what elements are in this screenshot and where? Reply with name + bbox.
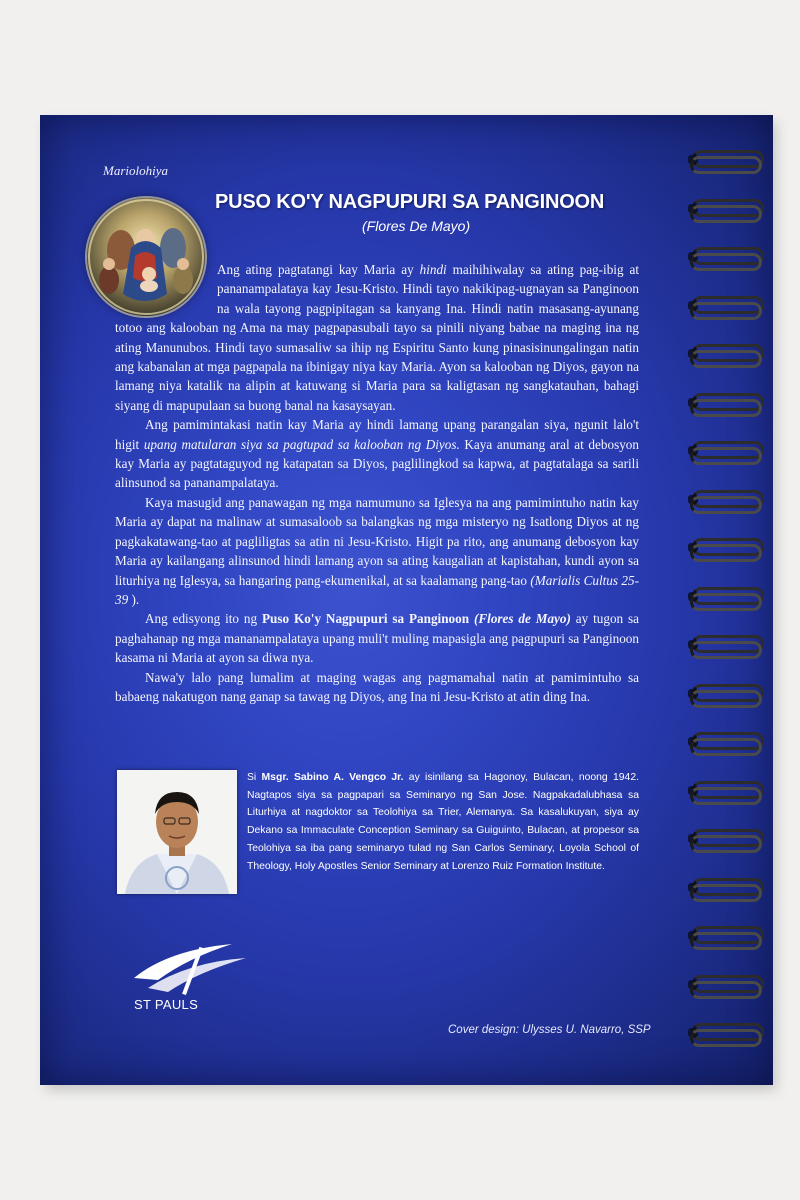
author-bio: Si Msgr. Sabino A. Vengco Jr. ay isinilang sa Hagonoy, Bulacan, noong 1942. Nagtapos siya sa pagpapari sa Seminaryo ng San Jose. Nagpakadalubhasa sa Liturhiya at nagdoktor sa Teolohiya sa Trier, Alemanya. Sa kasalukuyan, siya ay Dekano sa Immaculate Conception Seminary sa Guiguinto, Bulacan, at propesor sa Teolohiya sa iba pang seminaryo tulad ng San Carlos Seminary, Loyola School of Theology, Holy Apostles Senior Seminary at Lorenzo Ruiz Formation Institute. bbox=[247, 772, 639, 872]
spiral-ring bbox=[688, 247, 764, 265]
spiral-ring bbox=[688, 587, 764, 605]
paragraph-2: Ang pamimintakasi natin kay Maria ay hindi lamang upang parangalan siya, ngunit lalo't higit upang matularan siya sa pagtupad sa kalooban ng Diyos. Kaya anumang aral at debosyon kay Maria ay pagtataguyod ng katapatan sa Diyos, paglilingkod sa kapwa, at pagtatalaga sa sarili alinsunod sa pananampalataya. bbox=[115, 417, 639, 491]
spiral-ring bbox=[688, 538, 764, 556]
spiral-ring bbox=[688, 732, 764, 750]
spiral-binding bbox=[688, 150, 788, 1070]
body-text bbox=[115, 260, 639, 706]
category-label: Mariolohiya bbox=[103, 163, 168, 178]
spiral-ring bbox=[688, 296, 764, 314]
spiral-ring bbox=[688, 635, 764, 653]
spiral-ring bbox=[688, 150, 764, 168]
book-subtitle: (Flores De Mayo) bbox=[362, 218, 471, 234]
publisher-name: ST PAULS bbox=[134, 997, 199, 1012]
spiral-ring bbox=[688, 781, 764, 799]
spiral-ring bbox=[688, 393, 764, 411]
spiral-ring bbox=[688, 926, 764, 944]
paragraph-4: Ang edisyong ito ng Puso Ko'y Nagpupuri sa Panginoon (Flores de Mayo) ay tugon sa paghahanap ng mga mananampalataya upang muli't muling mapasigla ang pagpupuri sa Panginoon kasama ni Maria at ayon sa diwa nya. bbox=[115, 611, 639, 666]
spiral-ring bbox=[688, 975, 764, 993]
spiral-ring bbox=[688, 344, 764, 362]
paragraph-3: Kaya masugid ang panawagan ng mga namumuno sa Iglesya na ang pamimintuho natin kay Maria ay dapat na malinaw at sumasaloob sa balangkas ng mga misteryo ng Isatlong Diyos at ng pagkakatawang-tao at pagliligtas sa atin ni Jesu-Kristo. Higit pa rito, ang anumang debosyon kay Maria ay kailangang alinsunod hindi lamang ayon sa ating kaugalian at kapistahan, kundi ayon sa liturhiya ng Iglesya, sa hangaring pang-ekumenikal, at sa kaalamang pang-tao (Marialis Cultus 25-39 ). bbox=[115, 494, 639, 607]
spiral-ring bbox=[688, 441, 764, 459]
paragraph-5: Nawa'y lalo pang lumalim at maging wagas ang pagmamahal natin at pamimintuho sa babaeng nakatugon nang ganap sa tawag ng Diyos, ang Ina ni Jesu-Kristo at atin ding Ina. bbox=[115, 669, 639, 704]
spiral-ring bbox=[688, 1023, 764, 1041]
cover-design-credit: Cover design: Ulysses U. Navarro, SSP bbox=[448, 1024, 651, 1036]
spiral-ring bbox=[688, 199, 764, 217]
book-title: PUSO KO'Y NAGPUPURI SA PANGINOON bbox=[215, 191, 605, 213]
spiral-ring bbox=[688, 829, 764, 847]
author-portrait-image bbox=[117, 770, 237, 894]
spiral-ring bbox=[688, 878, 764, 896]
spiral-ring bbox=[688, 490, 764, 508]
spiral-ring bbox=[688, 684, 764, 702]
paragraph-1: Ang ating pagtatangi kay Maria ay hindi maihihiwalay sa ating pag-ibig at pananampalataya kay Jesu-Kristo. Hindi tayo nakikipag-ugnayan sa Panginoon na wala tayong pagpipitagan sa kanyang Ina. Hindi natin masasang-ayunang totoo ang kalooban ng Ama na may pagpapasubali tayo sa pinili niyang babae na maging ina ng ating Manunubos. Hindi tayo sumasaliw sa ihip ng Espiritu Santo kung pinasisinungalingan natin ang kabanalan at mga pagpapala na ibinigay niya kay Maria. Ayon sa kalooban ng Diyos, gayon na lamang niya katalik na alipin at katuwang si Maria para sa kaligtasan ng sangkatauhan, bahagi siyang di mapupulaan sa buong banal na kasaysayan. bbox=[115, 262, 639, 413]
